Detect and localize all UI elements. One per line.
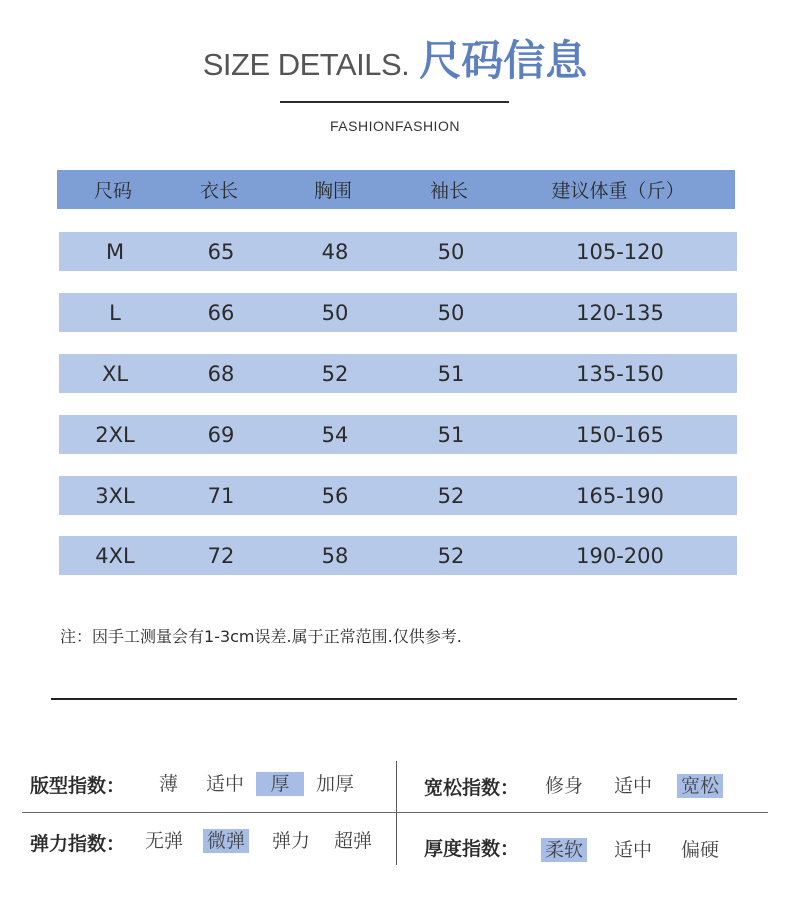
looseness-index-label: 宽松指数： [424, 777, 520, 799]
measurement-note: 注：因手工测量会有1-3cm误差.属于正常范围.仅供参考. [60, 627, 462, 646]
table-row [59, 354, 737, 393]
length-cell: 65 [207, 239, 235, 264]
table-row [59, 293, 737, 332]
size-cell: XL [101, 361, 129, 386]
sleeve-cell: 51 [437, 361, 465, 386]
looseness-option-medium: 适中 [614, 775, 653, 797]
table-row [59, 232, 737, 271]
sleeve-cell: 50 [437, 300, 465, 325]
weight-cell: 120-135 [576, 300, 664, 325]
column-header: 袖长 [429, 180, 468, 202]
elasticity-index-label: 弹力指数： [30, 833, 126, 855]
title-underline [280, 101, 509, 103]
length-cell: 66 [207, 300, 235, 325]
table-row [59, 476, 737, 515]
size-cell: M [105, 239, 125, 264]
looseness-option-slim: 修身 [545, 775, 584, 797]
column-header: 衣长 [199, 180, 238, 202]
title-english: SIZE DETAILS. [202, 47, 410, 82]
weight-cell: 150-165 [576, 422, 664, 447]
sleeve-cell: 51 [437, 422, 465, 447]
fit-option-thin: 薄 [159, 773, 179, 795]
length-cell: 71 [207, 483, 235, 508]
fit-index-label: 版型指数： [30, 775, 126, 797]
column-header: 尺码 [93, 180, 132, 202]
size-cell: 4XL [95, 543, 135, 568]
elasticity-option-none: 无弹 [145, 830, 184, 852]
table-row [59, 415, 737, 454]
size-cell: L [109, 300, 121, 325]
table-header-row [57, 170, 735, 209]
title-chinese: 尺码信息 [419, 36, 588, 85]
spec-vertical-divider [396, 761, 397, 865]
thickness-option-stiff: 偏硬 [681, 839, 720, 861]
fit-option-extra-thick: 加厚 [316, 773, 355, 795]
sleeve-cell: 50 [437, 239, 465, 264]
length-cell: 72 [207, 543, 235, 568]
elasticity-option-slight-selected: 微弹 [203, 829, 249, 853]
weight-cell: 105-120 [576, 239, 664, 264]
page-header [0, 28, 790, 88]
chest-cell: 58 [321, 543, 349, 568]
sleeve-cell: 52 [437, 483, 465, 508]
elasticity-option-elastic: 弹力 [272, 830, 311, 852]
weight-cell: 190-200 [576, 543, 664, 568]
weight-cell: 135-150 [576, 361, 664, 386]
chest-cell: 52 [321, 361, 349, 386]
thickness-option-medium: 适中 [614, 839, 653, 861]
elasticity-option-super: 超弹 [334, 830, 373, 852]
length-cell: 69 [207, 422, 235, 447]
chest-cell: 54 [321, 422, 349, 447]
looseness-option-loose-selected: 宽松 [677, 774, 723, 798]
spec-horizontal-divider [22, 812, 768, 813]
column-header: 胸围 [313, 180, 352, 202]
title-row [203, 28, 588, 88]
subtitle: FASHIONFASHION [330, 118, 460, 134]
sleeve-cell: 52 [437, 543, 465, 568]
length-cell: 68 [207, 361, 235, 386]
chest-cell: 48 [321, 239, 349, 264]
size-cell: 3XL [95, 483, 135, 508]
thickness-option-soft-selected: 柔软 [541, 838, 587, 862]
chest-cell: 56 [321, 483, 349, 508]
size-cell: 2XL [95, 422, 135, 447]
section-divider [51, 698, 737, 700]
weight-cell: 165-190 [576, 483, 664, 508]
column-header: 建议体重（斤） [551, 180, 685, 202]
fit-option-thick-selected: 厚 [256, 772, 304, 796]
table-row [59, 536, 737, 575]
chest-cell: 50 [321, 300, 349, 325]
thickness-index-label: 厚度指数： [424, 838, 520, 860]
fit-option-medium: 适中 [206, 773, 245, 795]
